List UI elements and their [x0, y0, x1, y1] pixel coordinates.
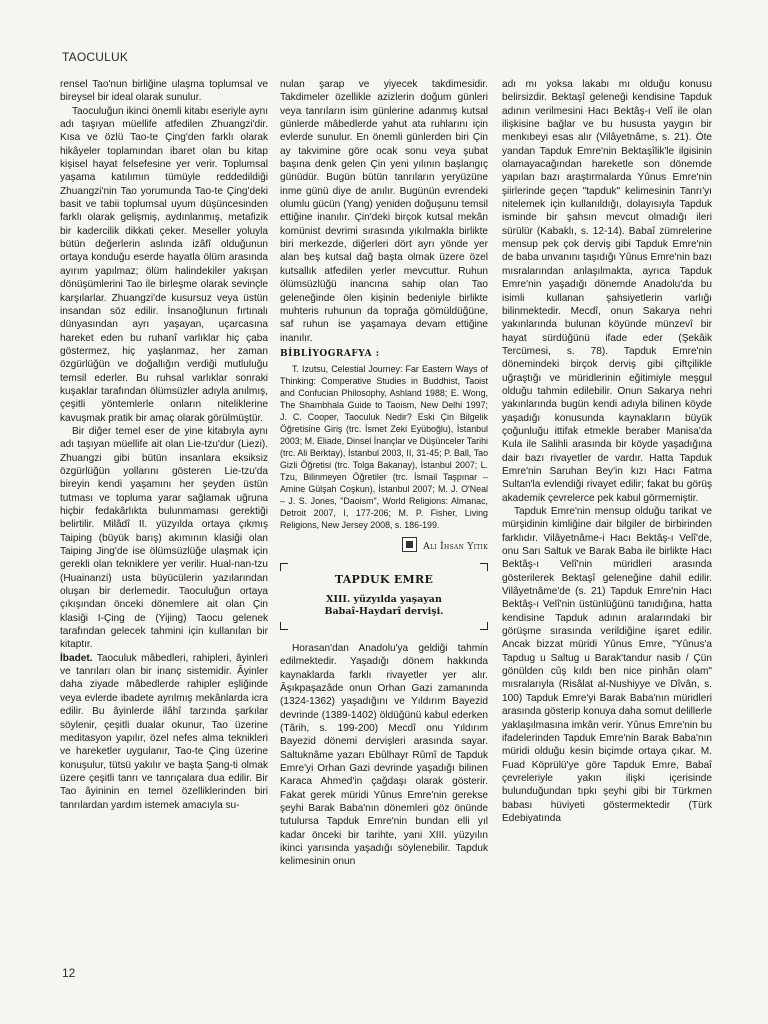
entry-heading-box	[280, 563, 488, 630]
bibliography-text: T. Izutsu, Celestial Journey: Far Eastern Ways of Thinking: Comperative Studies in Buddhist, Taoist and Confucian Philosophy, Ashland 1988; E. Wong, The Shambhala Guide to Taoism, New Delhi 1997; J. C. Cooper, Taoculuk Nedir? Eski Çin Bilgelik Öğretisine Giriş (trc. İsmet Zeki Eyüboğlu), İstanbul 2003; M. Eliade, Dinsel İnançlar ve Düşünceler Tarihi (trc. Ali Berktay), İstanbul 2003, II, 31-45; P. Ball, Tao Gizli Öğretisi (trc. Tolga Bakanay), İstanbul 2007; L. Tzu, Bilinmeyen Öğretiler (trc. İsmail Taşpınar – Amine Gülşah Coşkun), İstanbul 2007; M. J. O'Neal – J. S. Jones, "Daoism", World Religions: Almanac, Detroit 2007, I, 177-206; M. P. Fisher, Living Religions, New Jersey 2008, s. 186-199.	[280, 364, 488, 531]
author-mark-icon	[402, 537, 417, 552]
entry-subtitle-line-2: Babaî-Haydarî dervişi.	[324, 605, 444, 617]
bibliography-title: BİBLİYOGRAFYA :	[280, 348, 380, 359]
author-name: Ali İhsan Yitik	[423, 542, 488, 553]
paragraph-text: Taoculuk mâbedleri, rahipleri, âyinleri ve tanrıları olan bir inanç sistemidir. Âyinler daha ziyade mâbedlerde rahipler eşliğinde veya evlerde ibadete ayrılmış mekânlarda icra edilir. Bu âyinlerde ilâhî tarzında şarkılar söylenir, çeşitli dualar okunur, Tao üzerine meditasyon yapılır, özel nefes alma teknikleri ve hareketler uygulanır, Tao-te Çing üzerine konuşulur, tütsü yakılır ve başta Şang-ti olmak üzere çeşitli tanrı ve tanrıçalara dua edilir. Bir Tao âyininin en temel özelliklerinden biri tanrılardan yardım istemek amacıyla su-	[60, 652, 268, 811]
paragraph: adı mı yoksa lakabı mı olduğu konusu belirsizdir. Bektaşî geleneği kendisine Tapduk adının verilmesini Hacı Bektâş-ı Velî ile olan ilişkisine bağlar ve bu hususta yaygın bir menkıbeyi esas alır (Vilâyetnâme, s. 21). Öte yandan Tapduk Emre'nin Bektaşîlik'le ilgisinin olamayacağından hareketle son dönemde yapılan bazı araştırmalarda Yûnus Emre'nin şiirlerinde geçen "tapduk" kelimesinin Tanrı'yı nitelemek için kullanıldığı, dolayısıyla Tapduk isminde bir şahsın mevcut olmadığı ileri sürülür (Kabaklı, s. 12-14). Babaî zümrelerine mensup pek çok derviş gibi Tapduk Emre'nin de baba unvanını taşıdığı Yûnus Emre'nin bazı mısralarından anlaşılmakta, ayrıca Tapduk Emre'nin yaşadığı dönemde Anadolu'da bu isimli kullanan şahsiyetlerin varlığı bilinmektedir. Mecdî, onun Sakarya nehri yakınlarında bulunan köyünde münzevî bir hayat sürdüğünü ifade eder (Şekâik Tercümesi, s. 78). Tapduk Emre'nin dönemindeki birçok derviş gibi çiftçilikle uğraştığı ve müridlerinin eğitimiyle meşgul olduğu tahmin edilebilir. Onun Sakarya nehri yakınlarında bugün kendi adıyla bilinen köyde yaşadığı konusunda kaynakların büyük çoğunluğu ittifak etmekle beraber Manisa'da Kula ile Salihli arasında bir köyde yaşadığına dair bazı rivayetler de vardır. Hatta Tapduk Emre'nin Saruhan Bey'in kızı Hacı Fatma Sultan'la evlendiği rivayet edilir; fakat bu görüş akademik çevrelerce pek kabul görmemiştir.	[502, 79, 712, 504]
paragraph: Horasan'dan Anadolu'ya geldiği tahmin edilmektedir. Yaşadığı dönem hakkında kaynaklarda farklı rivayetler yer alır. Âşıkpaşazâde onun Orhan Gazi zamanında (1324-1362) yaşadığını ve Yıldırım Bayezid devrinde (1389-1402) öldüğünü kabul ederken (Târih, s. 199-200) Mecdî onu Yıldırım Bayezid dönemi dervişleri arasında sayar. Saltuknâme yazarı Ebûlhayr Rûmî de Tapduk Emre'yi Orhan Gazi devrinde yaşadığı bilinen Karaca Ahmed'in çağdaşı olarak gösterir. Fakat gerek müridi Yûnus Emre'nin gerekse şeyhi Barak Baba'nın dönemleri göz önünde tutulursa Tapduk Emre'nin bundan elli yıl kadar önceki bir tarihte, yani XIII. yüzyılın ikinci yarısında yaşadığı söylenebilir. Tapduk kelimesinin onun	[280, 642, 488, 868]
page-number: 12	[62, 966, 76, 980]
paragraph: Bir diğer temel eser de yine kitabıyla aynı adı taşıyan müellife ait olan Lie-tzu'dur (Liezi). Zhuangzi gibi bütün insanlara eksiksiz özgürlüğün yollarını gösteren Lie-tzu'da bireyin kendi yaşamını her şeyden üstün tutması ve topluma yarar sağlamak uğruna hiçbir fedakârlıkta bulunmaması gerektiği belirtilir. Milâdî II. yüzyılda ortaya çıkmış Taiping (büyük barış) akımının klasiği olan Taiping Jing'de ise ölümsüzlüğe ulaşmak için gerekli olan tekniklere yer verilir. Hual-nan-tzu (Huainanzi) usta büyücülerin yazılarından oluşan bir derlemedir. Taoculuğun ortaya çıkışından önceki dönemlere ait olan Çin klasiği I-Çing de (Yijing) Taocu gelenek tarafından gelecek tahmini için kullanılan bir kitaptır.	[60, 425, 268, 651]
column-3	[502, 78, 712, 978]
author-signature	[280, 537, 488, 554]
paragraph: Taoculuğun ikinci önemli kitabı eseriyle aynı adı taşıyan müellife atfedilen Zhuangzi'dir. Kısa ve özlü Tao-te Çing'den farklı olarak hikâyeler toplamından ibaret olan bu kitap kişisel hayat felsefesine yer verir. Toplumsal yaşama katılımın tümüyle reddedildiği Zhuangzi'nin Tao yorumunda Tao-te Çing'deki basit ve tabii toplumsal uyum düşüncesinden farklı olarak gelişmiş, aydınlanmış, metafizik bir kadercilik dikkati çeker. Meseller yoluyla bütün değerlerin aslında izâfî olduğunun ortaya konduğu eserde hayatla ölüm arasında ayırım yapılmaz; ölüm halindekiler yakışan dönüşümlerini Tao ile birleşme olarak sevinçle karşılarlar. Zhuangzi'de kusursuz veya üstün insandan söz edilir. İnsanoğlunun fırtınalı dünyasından ayrı yaşayan, uçarcasına hareket eden bu ruhanî varlıklar hiç çaba göstermez, hiç yaşlanmaz, her zaman özgürlüğün ve doğallığın verdiği mutluluğu temsil ederler. Bu ruhsal varlıklar sonraki kuşaklar tarafından ölümsüzler adıyla anılmış, çeşitli yöntemlerle onların niteliklerine kavuşmak pratik bir amaç olarak görülmüştür.	[60, 105, 268, 424]
entry-title: TAPDUK EMRE	[334, 572, 434, 586]
paragraph: nulan şarap ve yiyecek takdimesidir. Takdimeler özellikle azizlerin doğum günleri veya tanrıların isim günlerine adanmış kutsal günlerde mâbedlerde yahut ata ruhlarını için evlerde sunulur. En önemli günlerden biri Çin ay takvimine göre ocak sonu veya şubat başına denk gelen Çin yeni yılının başlangıç günüdür. Bugün bütün tanrıların yeryüzüne inme günü diye de anılır. Bugünün evrendeki olumlu gücün (Yang) yeniden doğuşunu temsil ettiğine inanılır. Çin'deki birçok kutsal mekân komünist devrimi sırasında yıkılmakla birlikte biri merkezde, diğerleri dört ayrı yönde yer alan beş kutsal dağ başta olmak üzere özel kutsallık atfedilen yerler mevcuttur. Ruhun ölümsüzlüğü inancına sahip olan Tao geleneğinde ölen kişinin bedeniyle birlikte muhteris ruhunun da toprağa gömüldüğüne, saf ruhun ise yaşamaya devam ettiğine inanılır.	[280, 79, 488, 344]
page-header: TAOCULUK	[62, 50, 129, 64]
section-term: İbadet.	[60, 652, 93, 664]
article-body	[60, 78, 728, 978]
column-1	[60, 78, 268, 978]
entry-subtitle-line-1: XIII. yüzyılda yaşayan	[326, 593, 442, 605]
column-2	[280, 78, 488, 978]
paragraph	[60, 652, 268, 812]
paragraph: rensel Tao'nun birliğine ulaşma toplumsal ve bireysel bir ideal olarak sunulur.	[60, 79, 268, 104]
paragraph: Tapduk Emre'nin mensup olduğu tarikat ve mürşidinin kimliğine dair bilgiler de birbirinden farklıdır. Vilâyetnâme-i Hacı Bektâş-ı Velî'de, onu Sarı Saltuk ve Barak Baba ile birlikte Hacı Bektâş-ı Velî'nin müridleri arasında gösterilerek Bektaşî geleneğine dahil edilir. Vilâyetnâme'de (s. 21) Tapduk Emre'nin Hacı Bektâş-ı Velî'nin üstünlüğünü tanıdığına, hatta kendisine Tapduk adının aralarındaki bir görüşme sırasında verildiğine işaret edilir. Ancak bizzat müridi Yûnus Emre, "Yûnus'a Tapdug u Saltug u Barak'tandur nasib / Çün gönülden cûş kıldı ben nice pinhân olam" mısralarıyla (Risâlat al-Nushiyye ve Dîvân, s. 100) Tapduk Emre'yi Barak Baba'nın müridleri arasında gösterip konuya daha somut delillerle yaklaşılmasına imkân verir. Yûnus Emre'nin bu ifadelerinden Tapduk Emre'nin Barak Baba'nın müridi olduğu kesin biçimde ortaya çıkar. M. Fuad Köprülü'ye göre Tapduk Emre, Babaî çevreleriyle yakın ilişki içerisinde bulunduğundan tıpkı şeyhi gibi bir Türkmen babası hüviyeti göstermektedir (Türk Edebiyatında	[502, 506, 712, 824]
